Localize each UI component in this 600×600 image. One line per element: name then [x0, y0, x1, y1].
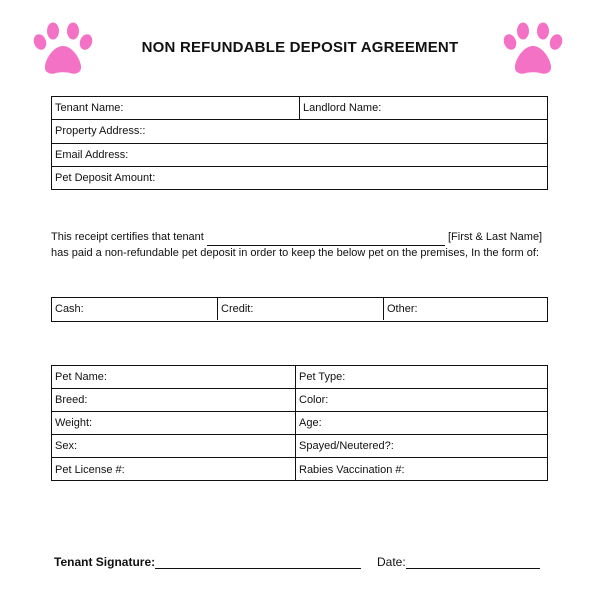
page-title: NON REFUNDABLE DEPOSIT AGREEMENT	[141, 39, 459, 56]
tenant-signature	[54, 555, 361, 569]
rabies-vaccination-field[interactable]: Rabies Vaccination #:	[299, 463, 405, 476]
pet-deposit-amount-field[interactable]: Pet Deposit Amount:	[55, 172, 156, 185]
sex-field[interactable]: Sex:	[52, 435, 296, 457]
paw-print-icon	[502, 22, 564, 76]
statement-line-2: has paid a non-refundable pet deposit in order to keep the below pet on the premises, In the form of:	[51, 246, 539, 259]
table-row	[52, 366, 547, 389]
pet-type-field[interactable]: Pet Type:	[299, 371, 346, 384]
tenant-name-blank[interactable]	[207, 232, 445, 246]
credit-field[interactable]: Credit:	[218, 298, 384, 320]
table-row	[52, 458, 547, 481]
spayed-neutered-field[interactable]: Spayed/Neutered?:	[299, 440, 394, 453]
tenant-signature-line[interactable]	[155, 555, 361, 569]
pet-name-field[interactable]: Pet Name:	[52, 366, 296, 388]
statement-suffix: [First & Last Name]	[447, 231, 543, 243]
other-field[interactable]: Other:	[387, 303, 418, 315]
date-label: Date:	[377, 555, 406, 569]
table-row	[52, 144, 547, 167]
property-address-field[interactable]: Property Address::	[55, 125, 146, 138]
table-row	[52, 389, 547, 412]
email-address-field[interactable]: Email Address:	[55, 148, 129, 161]
date-signature	[377, 555, 540, 569]
statement-prefix: This receipt certifies that tenant	[51, 231, 204, 243]
tenant-signature-label: Tenant Signature:	[54, 555, 156, 569]
table-row	[52, 120, 547, 143]
table-row	[52, 298, 547, 320]
table-row	[52, 435, 547, 458]
landlord-name-field[interactable]: Landlord Name:	[303, 102, 382, 115]
table-row	[52, 97, 547, 120]
tenant-info-table	[51, 96, 548, 190]
cash-field[interactable]: Cash:	[52, 298, 218, 320]
pet-license-field[interactable]: Pet License #:	[52, 458, 296, 481]
date-line[interactable]	[406, 555, 540, 569]
weight-field[interactable]: Weight:	[52, 412, 296, 434]
color-field[interactable]: Color:	[299, 394, 329, 407]
receipt-statement	[51, 230, 548, 261]
table-row	[52, 412, 547, 435]
age-field[interactable]: Age:	[299, 417, 322, 430]
breed-field[interactable]: Breed:	[52, 389, 296, 411]
tenant-name-field[interactable]: Tenant Name:	[52, 97, 300, 119]
table-row	[52, 167, 547, 190]
pet-info-table	[51, 365, 548, 481]
payment-method-table	[51, 297, 548, 322]
